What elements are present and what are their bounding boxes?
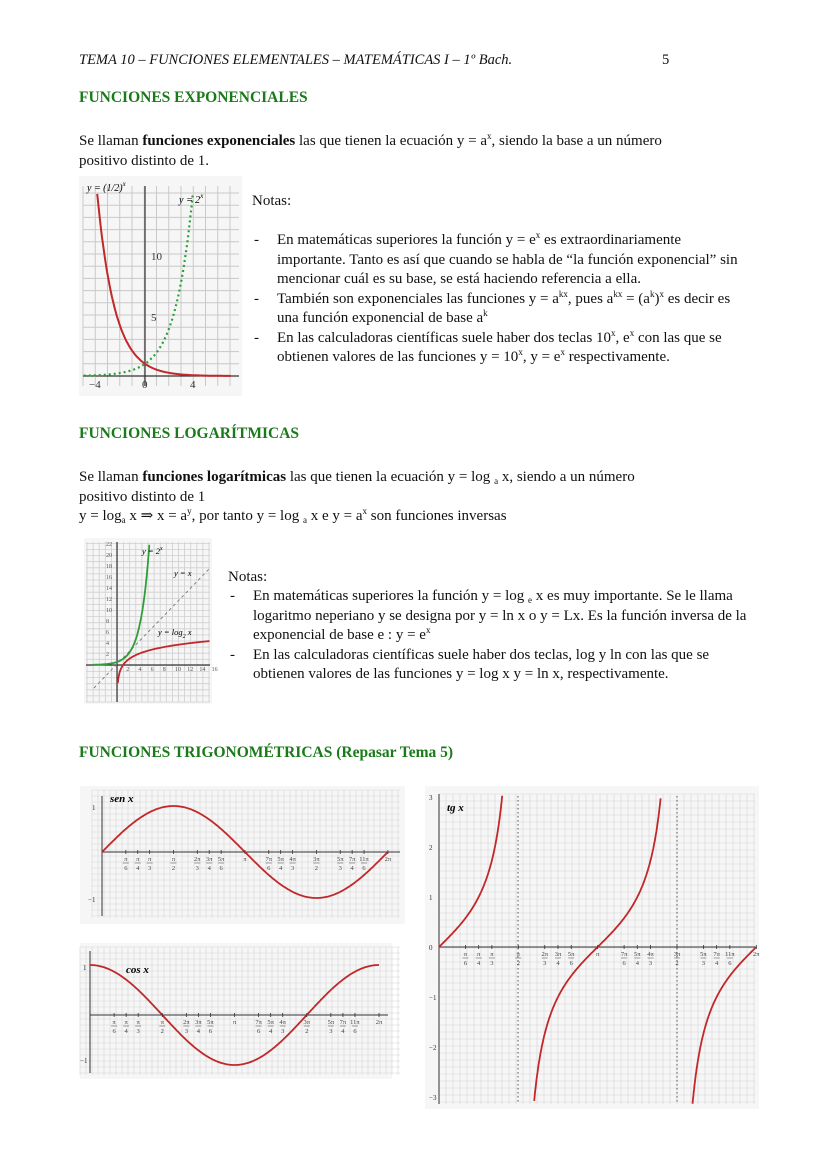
x-tick-den: 6 [124,865,128,872]
log-ytick: 6 [106,630,109,637]
section-heading-logarithmic: FUNCIONES LOGARÍTMICAS [79,425,300,442]
x-tick-num: 2π [183,1019,190,1026]
log-ytick: 2 [106,652,109,658]
x-tick-num: 4π [647,951,654,958]
tan-ytick: 1 [429,894,433,902]
x-tick-num: 3π [303,1019,311,1026]
x-tick-num: 3π [554,951,562,958]
x-tick-den: 6 [353,1028,357,1035]
sine-y-one: 1 [92,804,96,812]
logarithmic-note-2: - En las calculadoras científicas suele haber dos teclas, log y ln con las que se obtienen valores de las funciones y = log x y = ln x, respectivamente. [228,646,748,685]
x-tick-num: 3π [673,951,681,958]
x-tick-den: 6 [569,960,573,967]
x-tick-num: π [243,856,247,863]
exponential-note-3: - En las calculadoras científicas suele haber dos teclas 10$^x$, $e^x$ con las que se obtienen valores de las funciones $y = 10^x$, $y = e^x$ respectivamente. [252,329,742,368]
log-ytick: 16 [106,575,112,582]
sine-y-minus-one: −1 [88,896,96,904]
x-tick-den: 4 [196,1028,201,1035]
x-tick-num: 5π [336,856,344,863]
logarithmic-notes [228,587,748,685]
x-tick-num: π [171,856,176,863]
page-number: 5 [662,52,670,68]
x-tick-num: 3π [313,856,320,863]
x-tick-num: 4π [279,1019,286,1026]
tan-ytick: −1 [429,994,437,1002]
x-tick-den: 6 [728,960,732,967]
x-tick-num: 7π [265,856,273,863]
x-tick-num: 11π [359,856,369,863]
x-tick-den: 4 [136,865,140,872]
x-tick-num: 7π [348,856,356,863]
log-xtick: 4 [138,667,142,673]
x-tick-num: π [136,856,140,863]
log-ytick: 20 [106,553,112,560]
x-tick-num: π [463,951,468,958]
cosine-label: cos x [126,964,149,976]
x-tick-den: 3 [329,1028,333,1035]
x-tick-den: 4 [477,960,481,967]
x-tick-den: 4 [635,960,639,967]
exponential-note-1: - En matemáticas superiores la función $y = e^x$ es extraordinariamente importante. Tanto es así que cuando se habla de “la función exponencial” sin mencionar cuál es su base, se está haciendo referencia a ella. [252,231,742,290]
x-tick-num: 7π [620,951,628,958]
x-tick-num: 3π [195,1019,202,1026]
x-tick-num: 5π [700,951,707,958]
x-tick-den: 3 [648,960,653,967]
half-power-curve [97,194,231,376]
log-ytick: 12 [106,597,112,604]
x-tick-den: 2 [675,960,679,967]
x-tick-num: 2π [375,1019,383,1026]
log-xtick: 12 [187,667,194,673]
exponential-notes [252,231,742,368]
x-tick-den: 3 [195,865,199,872]
x-tick-num: 5π [277,856,284,863]
x-tick-den: 2 [160,1028,164,1035]
tan-ytick: −2 [429,1044,437,1052]
log-xtick: 14 [199,667,206,673]
log-ytick: 8 [106,619,109,626]
tan-ytick: −3 [429,1094,437,1102]
exponential-graph [79,176,242,396]
label-identity: y = x [174,568,192,578]
log-ytick: 4 [106,641,109,647]
x-tick-den: 4 [124,1028,128,1035]
x-tick-num: π [136,1019,140,1026]
log-ytick: 22 [106,542,112,549]
x-tick-den: 3 [490,960,494,967]
log-xtick: 16 [211,667,218,673]
x-tick-den: 6 [112,1028,116,1035]
x-tick-num: π [160,1019,164,1026]
x-tick-num: 11π [350,1019,360,1026]
x-tick-den: 3 [701,960,706,967]
logarithmic-notes-title: Notas: [228,569,268,585]
log-ytick: 18 [106,564,112,571]
label-log: $y = \log_2 x$ [158,627,192,640]
x-tick-num: 5π [217,856,225,863]
page-header: TEMA 10 – FUNCIONES ELEMENTALES – MATEMÁTICAS I – 1º Bach. [79,52,513,68]
sine-graph [80,786,405,924]
tangent-graph [425,786,759,1109]
tick-m4: −4 [89,379,101,391]
x-tick-den: 6 [256,1028,261,1035]
tan-ytick: 0 [429,944,433,952]
tick-0: 0 [142,379,148,391]
x-tick-den: 3 [148,865,152,872]
x-tick-num: 5π [634,951,641,958]
tick-10: 10 [151,251,162,263]
tangent-curve [439,796,756,1104]
x-tick-den: 3 [184,1028,188,1035]
x-tick-den: 6 [208,1028,213,1035]
tick-5: 5 [151,312,157,324]
x-tick-den: 6 [362,865,366,872]
x-tick-den: 2 [516,960,520,967]
x-tick-den: 4 [207,865,211,872]
log-xtick: 6 [150,667,154,673]
x-tick-den: 4 [556,960,560,967]
x-tick-den: 6 [267,865,271,872]
log-ytick: 14 [106,586,112,593]
x-tick-num: π [490,951,494,958]
x-tick-den: 4 [715,960,719,967]
x-tick-num: 7π [255,1019,262,1026]
tick-4: 4 [190,379,196,391]
x-tick-den: 3 [281,1028,285,1035]
x-tick-den: 4 [341,1028,345,1035]
x-tick-num: π [124,856,128,863]
x-tick-num: 2π [384,856,392,863]
cosine-y-minus-one: −1 [80,1057,88,1065]
x-tick-den: 2 [305,1028,309,1035]
x-tick-num: 3π [205,856,213,863]
x-tick-num: 2π [753,951,760,958]
x-tick-num: 5π [327,1019,335,1026]
x-tick-num: 5π [267,1019,274,1026]
x-tick-den: 3 [136,1028,140,1035]
x-tick-num: 5π [207,1019,214,1026]
x-tick-num: 4π [289,856,296,863]
x-tick-num: 5π [567,951,575,958]
sine-label: sen x [110,793,134,805]
log-xtick: 8 [162,667,166,673]
x-tick-num: 2π [541,951,549,958]
x-tick-den: 3 [543,960,547,967]
x-tick-den: 2 [171,865,176,872]
x-tick-den: 3 [338,865,342,872]
x-tick-num: π [516,951,520,958]
x-tick-den: 4 [279,865,283,872]
x-tick-den: 2 [314,865,319,872]
x-tick-den: 6 [463,960,468,967]
tangent-label: tg x [447,802,464,814]
x-tick-num: π [124,1019,128,1026]
section-heading-exponential: FUNCIONES EXPONENCIALES [79,89,308,106]
x-tick-num: π [112,1019,116,1026]
x-tick-num: π [477,951,481,958]
log-xtick: 10 [175,667,181,673]
cosine-graph [80,943,392,1079]
x-tick-den: 4 [350,865,354,872]
label-half-power: $y = (1/2)^x$ [87,180,126,194]
log-ytick: 10 [106,608,112,615]
label-exp: $y = 2^x$ [142,546,163,556]
label-two-power: $y = 2^x$ [179,192,204,206]
x-tick-num: 2π [194,856,201,863]
x-tick-num: 7π [339,1019,347,1026]
log-xtick: 2 [126,667,130,673]
x-tick-num: 7π [713,951,720,958]
x-tick-num: π [596,951,600,958]
x-tick-den: 6 [219,865,223,872]
tan-ytick: 2 [429,844,433,852]
cosine-y-one: 1 [83,964,87,972]
x-tick-den: 6 [622,960,626,967]
logarithmic-intro: Se llaman funciones logarítmicas las que tienen la ecuación y = log $_a$ x, siendo a un número positivo distinto de 1 $y = \log_a x$ ⇒ $x = a^y$, por tanto y = log $_a$ x e $y = a^x$ son funciones inversas [79,469,635,525]
x-tick-den: 3 [290,865,295,872]
logarithmic-graph [84,538,218,704]
exponential-note-2: - También son exponenciales las funciones $y = a^{kx}$, pues $a^{kx} = (a^k)^x$ es decir es una función exponencial de base $a^k$ [252,290,742,329]
x-tick-num: π [232,1019,237,1026]
x-tick-num: 11π [725,951,735,958]
x-tick-den: 4 [269,1028,273,1035]
tan-ytick: 3 [429,794,433,802]
exponential-intro: Se llaman funciones exponenciales las que tienen la ecuación $y = a^x$, siendo la base a un número positivo distinto de 1. [79,131,662,169]
exponential-notes-title: Notas: [252,193,292,209]
section-heading-trig: FUNCIONES TRIGONOMÉTRICAS (Repasar Tema 5) [79,744,454,761]
logarithmic-note-1: - En matemáticas superiores la función y = log $_e$ x es muy importante. Se le llama logaritmo neperiano y se designa por y = ln x o y = Lx. Es la función inversa de la exponencial de base e : $y = e^x$ [228,587,748,646]
x-tick-num: π [147,856,152,863]
